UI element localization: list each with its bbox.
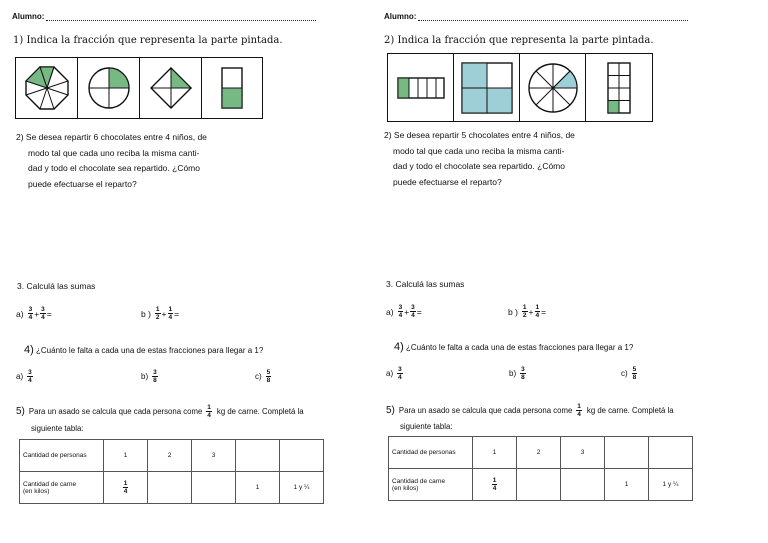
numerator: 1 bbox=[577, 403, 581, 410]
table-row bbox=[389, 469, 693, 501]
name-blank[interactable] bbox=[46, 20, 316, 21]
numerator: 3 bbox=[398, 366, 402, 373]
worksheet-right bbox=[384, 0, 768, 543]
numerator: 1 bbox=[168, 306, 173, 313]
fraction bbox=[152, 369, 158, 384]
square-quarters-icon bbox=[460, 61, 514, 115]
bar-fifths-icon bbox=[396, 76, 446, 100]
numerator: 5 bbox=[632, 366, 637, 373]
equals-sign: = bbox=[541, 306, 547, 317]
figure-diamond bbox=[140, 58, 202, 118]
table-cell[interactable] bbox=[280, 440, 324, 472]
q4-option-c bbox=[255, 369, 272, 384]
question-1: 2) Indica la fracción que representa la parte pintada. bbox=[384, 35, 654, 46]
denominator: 4 bbox=[535, 312, 540, 319]
table-cell[interactable] bbox=[561, 469, 605, 501]
figure-square bbox=[454, 54, 520, 121]
q5-number: 5) bbox=[386, 405, 395, 416]
fraction bbox=[522, 304, 528, 319]
table-cell[interactable] bbox=[517, 469, 561, 501]
row-label: Cantidad de personas bbox=[389, 437, 473, 469]
sum-a-label: a) bbox=[386, 306, 394, 317]
q4-option-b bbox=[141, 369, 159, 384]
sum-a bbox=[386, 304, 422, 319]
table-cell[interactable] bbox=[605, 437, 649, 469]
row-label bbox=[20, 472, 104, 504]
q5-number: 5) bbox=[16, 406, 25, 417]
question-5 bbox=[386, 403, 674, 418]
denominator: 4 bbox=[28, 314, 33, 321]
denominator: 8 bbox=[153, 377, 157, 384]
option-label: b) bbox=[509, 369, 517, 378]
option-label: c) bbox=[255, 372, 262, 381]
numerator: 1 bbox=[123, 480, 128, 487]
q2-line: dad y todo el chocolate sea repartido. ¿Cómo bbox=[393, 161, 565, 171]
q2-line: puede efectuarse el reparto? bbox=[28, 178, 137, 189]
numerator: 1 bbox=[535, 304, 540, 311]
question-4 bbox=[394, 341, 633, 353]
question-1: 1) Indica la fracción que representa la parte pintada. bbox=[13, 35, 283, 46]
q2-line: 2) Se desea repartir 6 chocolates entre 4 niños, de bbox=[16, 132, 207, 142]
option-label: b) bbox=[141, 372, 149, 381]
q4-option-b bbox=[509, 366, 527, 381]
fraction bbox=[206, 404, 212, 419]
table-cell[interactable]: 1 y ¼ bbox=[280, 472, 324, 504]
student-name-line bbox=[384, 12, 688, 21]
figure-circle bbox=[520, 54, 586, 121]
sum-b bbox=[508, 304, 546, 319]
fraction bbox=[398, 304, 404, 319]
table-cell[interactable] bbox=[473, 469, 517, 501]
question-4 bbox=[24, 344, 263, 356]
row-label: Cantidad de personas bbox=[20, 440, 104, 472]
fraction bbox=[28, 306, 34, 321]
figure-rectangle bbox=[202, 58, 262, 118]
option-label: a) bbox=[16, 372, 24, 381]
fraction bbox=[266, 369, 272, 384]
denominator: 4 bbox=[41, 314, 45, 321]
table-row bbox=[389, 437, 693, 469]
sum-a-label: a) bbox=[16, 308, 24, 319]
table-cell[interactable]: 3 bbox=[561, 437, 605, 469]
question-3-title: 3. Calculá las sumas bbox=[17, 281, 96, 291]
table-cell[interactable]: 1 y ¼ bbox=[649, 469, 693, 501]
fraction bbox=[27, 369, 33, 384]
fraction bbox=[576, 403, 582, 418]
table-cell[interactable] bbox=[236, 440, 280, 472]
numerator: 1 bbox=[155, 306, 160, 313]
grid-eighths-icon bbox=[604, 61, 634, 115]
table-cell[interactable]: 2 bbox=[517, 437, 561, 469]
table-cell[interactable]: 2 bbox=[148, 440, 192, 472]
q4-text: ¿Cuánto le falta a cada una de estas fracciones para llegar a 1? bbox=[406, 343, 634, 352]
denominator: 4 bbox=[577, 411, 581, 418]
row-label-line: (en kilos) bbox=[23, 487, 50, 495]
table-row bbox=[20, 440, 324, 472]
numerator: 3 bbox=[28, 306, 33, 313]
question-5 bbox=[16, 404, 304, 419]
plus-sign: + bbox=[161, 308, 167, 319]
equals-sign: = bbox=[416, 306, 422, 317]
numerator: 5 bbox=[266, 369, 271, 376]
table-cell[interactable]: 3 bbox=[192, 440, 236, 472]
row-label-line: (en kilos) bbox=[392, 484, 419, 492]
option-label: c) bbox=[621, 369, 628, 378]
q5-text: Para un asado se calcula que cada persona come bbox=[398, 406, 573, 415]
fraction bbox=[155, 306, 161, 321]
denominator: 4 bbox=[492, 485, 497, 492]
q2-line: puede efectuarse el reparto? bbox=[393, 176, 502, 187]
name-blank[interactable] bbox=[418, 20, 688, 21]
question-2 bbox=[384, 128, 575, 190]
q5-text: kg de carne. Completá la bbox=[216, 407, 304, 416]
denominator: 4 bbox=[398, 374, 402, 381]
plus-sign: + bbox=[404, 306, 410, 317]
data-table bbox=[19, 439, 324, 504]
figure-grid bbox=[586, 54, 652, 121]
equals-sign: = bbox=[174, 308, 180, 319]
denominator: 8 bbox=[632, 374, 637, 381]
data-table bbox=[388, 436, 693, 501]
q4-text: ¿Cuánto le falta a cada una de estas fracciones para llegar a 1? bbox=[36, 346, 264, 355]
q4-number: 4) bbox=[394, 341, 404, 353]
plus-sign: + bbox=[34, 308, 40, 319]
q4-option-a bbox=[16, 369, 34, 384]
fraction bbox=[520, 366, 526, 381]
fraction bbox=[397, 366, 403, 381]
fraction bbox=[168, 306, 174, 321]
row-label bbox=[389, 469, 473, 501]
numerator: 1 bbox=[522, 304, 527, 311]
plus-sign: + bbox=[528, 306, 534, 317]
q2-line: dad y todo el chocolate sea repartido. ¿Cómo bbox=[28, 163, 200, 173]
sum-b bbox=[141, 306, 179, 321]
numerator: 1 bbox=[492, 477, 497, 484]
denominator: 4 bbox=[123, 488, 128, 495]
fraction bbox=[410, 304, 416, 319]
circle-eighths-icon bbox=[526, 61, 580, 115]
table-cell[interactable]: 1 bbox=[605, 469, 649, 501]
row-label-line: Cantidad de carne bbox=[23, 480, 77, 488]
sum-b-label: b ) bbox=[141, 308, 151, 319]
numerator: 3 bbox=[153, 369, 157, 376]
denominator: 4 bbox=[168, 314, 173, 321]
table-cell[interactable]: 1 bbox=[104, 440, 148, 472]
option-label: a) bbox=[386, 369, 394, 378]
alumno-label: Alumno: bbox=[12, 12, 45, 21]
q5-text-continued: siguiente tabla: bbox=[400, 422, 453, 431]
figure-octagon bbox=[16, 58, 78, 118]
student-name-line bbox=[12, 12, 316, 21]
q2-line: modo tal que cada uno reciba la misma canti- bbox=[28, 147, 200, 158]
table-cell[interactable] bbox=[649, 437, 693, 469]
fraction bbox=[535, 304, 541, 319]
q5-text-continued: siguiente tabla: bbox=[31, 424, 84, 433]
figure-bar bbox=[388, 54, 454, 121]
diamond-figure-icon bbox=[148, 65, 194, 111]
fraction bbox=[123, 480, 129, 495]
denominator: 8 bbox=[266, 377, 271, 384]
denominator: 2 bbox=[522, 312, 527, 319]
table-row bbox=[20, 472, 324, 504]
denominator: 4 bbox=[411, 312, 415, 319]
table-cell[interactable] bbox=[192, 472, 236, 504]
table-cell[interactable]: 1 bbox=[236, 472, 280, 504]
fraction bbox=[492, 477, 498, 492]
fraction bbox=[632, 366, 638, 381]
sum-a bbox=[16, 306, 52, 321]
sum-b-label: b ) bbox=[508, 306, 518, 317]
question-3-title: 3. Calculá las sumas bbox=[386, 279, 465, 289]
q4-number: 4) bbox=[24, 344, 34, 356]
numerator: 3 bbox=[411, 304, 415, 311]
row-label-line: Cantidad de carne bbox=[392, 477, 446, 485]
denominator: 4 bbox=[207, 412, 211, 419]
q5-text: kg de carne. Completá la bbox=[586, 406, 674, 415]
figure-circle bbox=[78, 58, 140, 118]
numerator: 3 bbox=[521, 366, 525, 373]
denominator: 8 bbox=[521, 374, 525, 381]
fraction-figures bbox=[387, 53, 653, 122]
denominator: 4 bbox=[398, 312, 403, 319]
q2-line: 2) Se desea repartir 5 chocolates entre 4 niños, de bbox=[384, 130, 575, 140]
equals-sign: = bbox=[46, 308, 52, 319]
fraction bbox=[40, 306, 46, 321]
q4-option-c bbox=[621, 366, 638, 381]
numerator: 1 bbox=[207, 404, 211, 411]
numerator: 3 bbox=[28, 369, 32, 376]
alumno-label: Alumno: bbox=[384, 12, 417, 21]
fraction-figures bbox=[15, 57, 263, 119]
numerator: 3 bbox=[398, 304, 403, 311]
q5-text: Para un asado se calcula que cada persona come bbox=[28, 407, 203, 416]
table-cell[interactable] bbox=[104, 472, 148, 504]
numerator: 3 bbox=[41, 306, 45, 313]
question-2 bbox=[16, 130, 207, 192]
circle-quarters-icon bbox=[86, 65, 132, 111]
rectangle-halves-icon bbox=[219, 65, 245, 111]
table-cell[interactable]: 1 bbox=[473, 437, 517, 469]
q4-option-a bbox=[386, 366, 404, 381]
q2-line: modo tal que cada uno reciba la misma canti- bbox=[393, 145, 565, 156]
denominator: 4 bbox=[28, 377, 32, 384]
octagon-figure-icon bbox=[24, 65, 70, 111]
denominator: 2 bbox=[155, 314, 160, 321]
table-cell[interactable] bbox=[148, 472, 192, 504]
